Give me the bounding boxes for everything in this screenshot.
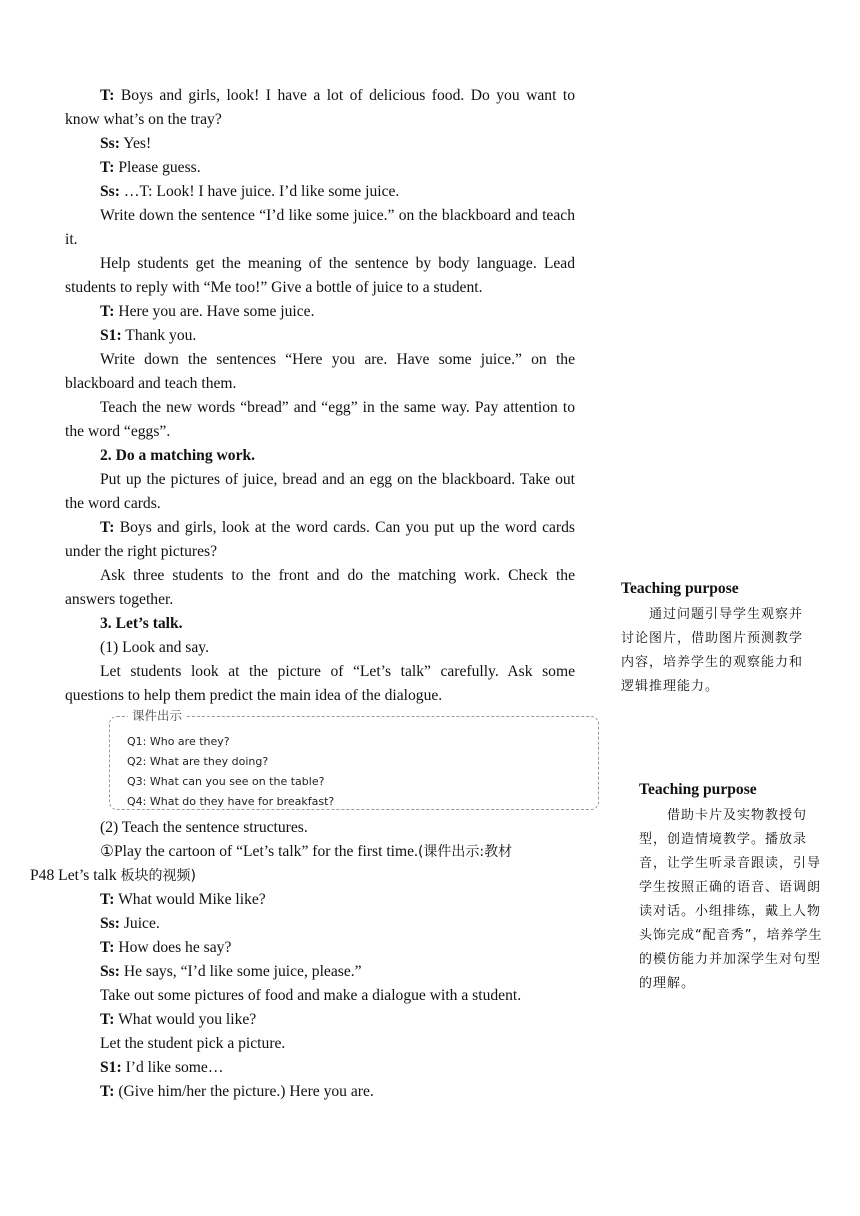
question-item: Q3: What can you see on the table? xyxy=(127,775,325,788)
speaker-label: Ss: xyxy=(100,915,120,932)
question-item: Q2: What are they doing? xyxy=(127,755,269,768)
paragraph-text: I’d like some… xyxy=(125,1059,224,1076)
side-note xyxy=(639,780,825,996)
side-note-body: 借助卡片及实物教授句型，创造情境教学。播放录音，让学生听录音跟读，引导学生按照正确的语音、语调朗读对话。小组排练，戴上人物头饰完成“配音秀”，培养学生的模仿能力并加深学生对句型的理解。 xyxy=(639,808,823,991)
courseware-box xyxy=(109,708,599,810)
paragraph-text: Thank you. xyxy=(125,327,197,344)
speaker-label: Ss: xyxy=(100,183,120,200)
paragraph xyxy=(65,300,575,324)
speaker-label: T: xyxy=(100,891,115,908)
side-note-title: Teaching purpose xyxy=(639,781,757,798)
question-item: Q4: What do they have for breakfast? xyxy=(127,795,335,808)
question-item: Q1: Who are they? xyxy=(127,735,230,748)
speaker-label: S1: xyxy=(100,1059,122,1076)
paragraph: Ask three students to the front and do the matching work. Check the answers together. xyxy=(65,567,575,608)
paragraph: Let the student pick a picture. xyxy=(100,1035,286,1052)
section-heading: 3. Let’s talk. xyxy=(100,615,183,632)
paragraph-text: ①Play the cartoon of “Let’s talk” for the first time. xyxy=(100,843,418,860)
paragraph xyxy=(65,1008,575,1032)
main-text xyxy=(30,84,575,1104)
paragraph: Let students look at the picture of “Let’s talk” carefully. Ask some questions to help them predict the main idea of the dialogue. xyxy=(65,663,575,704)
paragraph-note: (课件出示:教材 xyxy=(417,844,513,860)
speaker-label: S1: xyxy=(100,327,122,344)
side-note-body: 通过问题引导学生观察并讨论图片，借助图片预测教学内容，培养学生的观察能力和逻辑推理能力。 xyxy=(621,607,804,694)
paragraph xyxy=(65,936,575,960)
speaker-label: T: xyxy=(100,159,115,176)
paragraph: Write down the sentence “I’d like some juice.” on the blackboard and teach it. xyxy=(65,207,575,248)
paragraph xyxy=(65,180,575,204)
paragraph xyxy=(65,912,575,936)
paragraph-text: Yes! xyxy=(123,135,152,152)
paragraph xyxy=(65,132,575,156)
speaker-label: T: xyxy=(100,1011,115,1028)
paragraph-text: What would Mike like? xyxy=(118,891,266,908)
paragraph: (2) Teach the sentence structures. xyxy=(100,819,308,836)
paragraph xyxy=(30,840,575,888)
speaker-label: T: xyxy=(100,87,115,104)
courseware-tag: 课件出示 xyxy=(128,708,186,724)
speaker-label: T: xyxy=(100,1083,115,1100)
paragraph: Teach the new words “bread” and “egg” in the same way. Pay attention to the word “eggs”. xyxy=(65,399,575,440)
paragraph-text: Please guess. xyxy=(118,159,201,176)
paragraph: Help students get the meaning of the sentence by body language. Lead students to reply with “Me too!” Give a bottle of juice to a student. xyxy=(65,255,575,296)
paragraph-text: …T: Look! I have juice. I’d like some juice. xyxy=(123,183,400,200)
paragraph xyxy=(65,1056,575,1080)
paragraph xyxy=(65,1080,575,1104)
paragraph-text: Boys and girls, look at the word cards. Can you put up the word cards under the right pictures? xyxy=(65,519,575,560)
side-note xyxy=(621,579,811,699)
paragraph: Write down the sentences “Here you are. Have some juice.” on the blackboard and teach them. xyxy=(65,351,575,392)
paragraph xyxy=(65,84,575,132)
paragraph-text: Here you are. Have some juice. xyxy=(118,303,315,320)
paragraph xyxy=(65,888,575,912)
paragraph-note: 板块的视频) xyxy=(120,868,196,884)
paragraph: Take out some pictures of food and make a dialogue with a student. xyxy=(100,987,522,1004)
paragraph-text: (Give him/her the picture.) Here you are. xyxy=(118,1083,374,1100)
paragraph xyxy=(65,516,575,564)
paragraph: (1) Look and say. xyxy=(100,639,209,656)
question-list xyxy=(110,717,598,812)
paragraph xyxy=(65,324,575,348)
speaker-label: Ss: xyxy=(100,135,120,152)
paragraph-text: P48 Let’s talk xyxy=(30,867,121,884)
paragraph-text: What would you like? xyxy=(118,1011,257,1028)
speaker-label: Ss: xyxy=(100,963,120,980)
paragraph: Put up the pictures of juice, bread and an egg on the blackboard. Take out the word cards. xyxy=(65,471,575,512)
paragraph-text: He says, “I’d like some juice, please.” xyxy=(123,963,362,980)
paragraph-text: Boys and girls, look! I have a lot of delicious food. Do you want to know what’s on the tray? xyxy=(65,87,575,128)
speaker-label: T: xyxy=(100,303,115,320)
speaker-label: T: xyxy=(100,519,115,536)
paragraph-text: Juice. xyxy=(123,915,160,932)
paragraph xyxy=(65,960,575,984)
paragraph xyxy=(65,156,575,180)
paragraph-text: How does he say? xyxy=(118,939,232,956)
section-heading: 2. Do a matching work. xyxy=(100,447,256,464)
speaker-label: T: xyxy=(100,939,115,956)
side-note-title: Teaching purpose xyxy=(621,580,739,597)
